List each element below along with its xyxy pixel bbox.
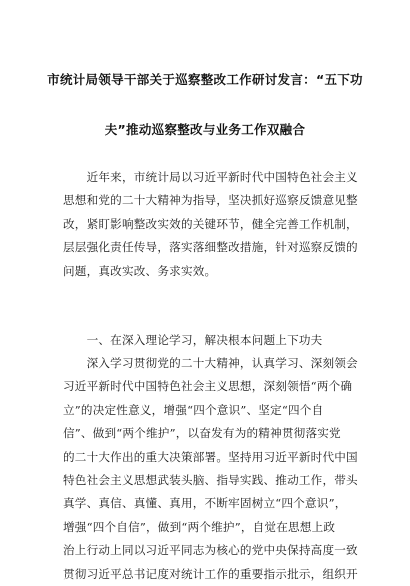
paragraph-line: 层层强化责任传导，落实落细整改措施，针对巡察反馈的 bbox=[63, 240, 358, 255]
paragraph-line: 思想和党的二十大精神为指导，坚决抓好巡察反馈意见整 bbox=[63, 193, 358, 208]
paragraph-line: 特色社会主义思想武装头脑、指导实践、推动工作，带头 bbox=[63, 472, 358, 487]
document-title-line-2: 夫”推动巡察整改与业务工作双融合 bbox=[104, 122, 306, 137]
paragraph-line: 信”、做到“两个维护”，以奋发有为的精神贯彻落实党 bbox=[63, 426, 341, 441]
paragraph-line: 贯彻习近平总书记度对统计工作的重要指示批示，组织开 bbox=[63, 566, 358, 581]
paragraph-line: 深入学习贯彻党的二十大精神，认真学习、深刻领会 bbox=[63, 356, 358, 370]
paragraph-line: 问题，真改实改、务求实效。 bbox=[63, 263, 217, 278]
paragraph-line: 增强“四个自信”，做到“两个维护”，自觉在思想上政 bbox=[63, 519, 336, 534]
paragraph-line: 近年来，市统计局以习近平新时代中国特色社会主义 bbox=[63, 170, 358, 184]
paragraph-line: 改，紧盯影响整改实效的关键环节，健全完善工作机制， bbox=[63, 216, 358, 231]
paragraph-intro bbox=[63, 166, 358, 283]
section-heading-1 bbox=[63, 329, 353, 352]
paragraph-line: 习近平新时代中国特色社会主义思想，深刻领悟“两个确 bbox=[63, 379, 353, 394]
paragraph-line: 立”的决定性意义，增强“四个意识”、坚定“四个自 bbox=[63, 402, 324, 417]
paragraph-line: 真学、真信、真懂、真用，不断牢固树立“四个意识”， bbox=[63, 496, 347, 511]
section-heading-text: 一、在深入理论学习，解决根本问题上下功夫 bbox=[63, 333, 323, 347]
paragraph-line: 治上行动上同以习近平同志为核心的党中央保持高度一致 bbox=[63, 543, 358, 558]
document-title-line-1: 市统计局领导干部关于巡察整改工作研讨发言：“五下功 bbox=[47, 72, 363, 87]
paragraph-line: 的二十大作出的重大决策部署。坚持用习近平新时代中国 bbox=[63, 449, 358, 464]
paragraph-section-1 bbox=[63, 352, 358, 586]
